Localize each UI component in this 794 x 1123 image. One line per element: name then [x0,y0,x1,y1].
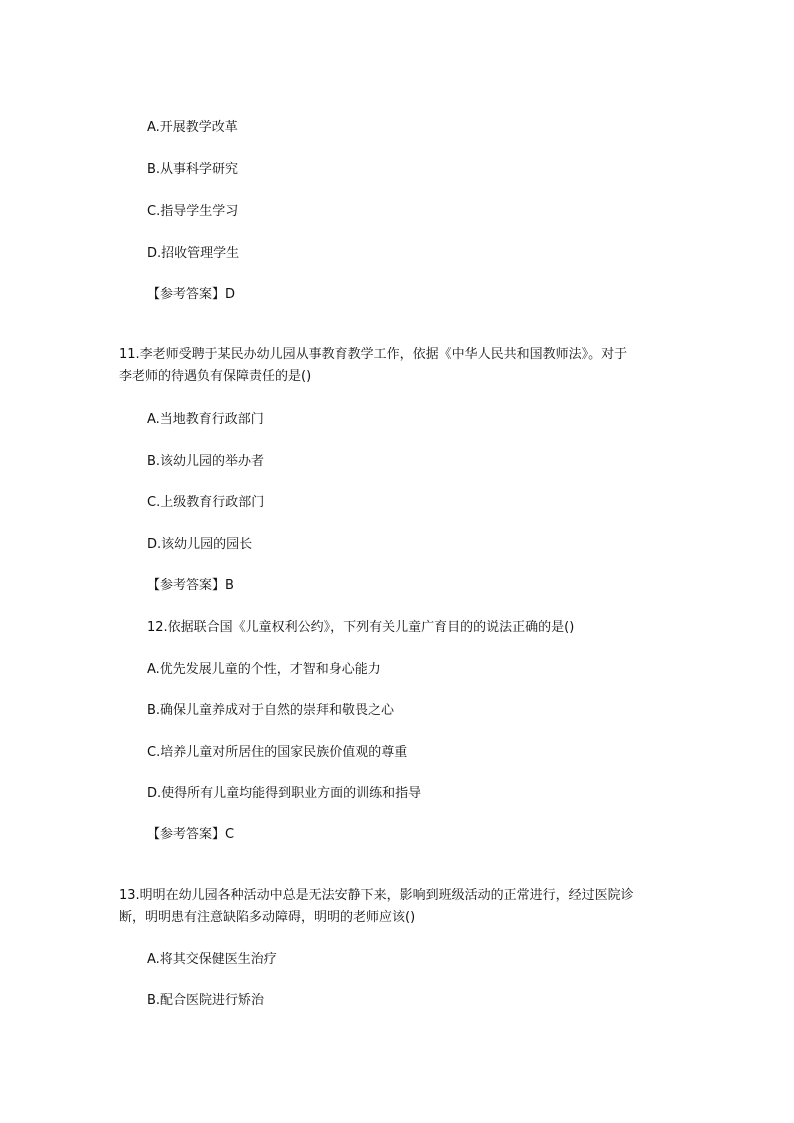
question-11-line-1: 11.李老师受聘于某民办幼儿园从事教育教学工作，依据《中华人民共和国教师法》。对于 [119,347,628,362]
option-d: D.该幼儿园的园长 [147,537,253,552]
option-b: B.该幼儿园的举办者 [147,454,265,469]
option-c: C.指导学生学习 [147,204,239,219]
option-c: C.培养儿童对所居住的国家民族价值观的尊重 [147,745,408,760]
option-c: C.上级教育行政部门 [147,495,265,510]
option-b: B.从事科学研究 [147,162,239,177]
option-a: A.将其交保健医生治疗 [147,952,277,967]
answer: 【参考答案】D [147,287,236,302]
question-12-line-1: 12.依据联合国《儿童权利公约》，下列有关儿童广育目的的说法正确的是() [147,620,575,635]
answer: 【参考答案】B [147,578,234,593]
option-a: A.开展教学改革 [147,120,238,135]
option-d: D.使得所有儿童均能得到职业方面的训练和指导 [147,786,422,801]
option-a: A.当地教育行政部门 [147,412,264,427]
option-a: A.优先发展儿童的个性，才智和身心能力 [147,662,381,677]
option-b: B.确保儿童养成对于自然的崇拜和敬畏之心 [147,703,395,718]
answer: 【参考答案】C [147,827,235,842]
question-13-line-2: 断，明明患有注意缺陷多动障碍，明明的老师应该() [119,910,416,925]
option-d: D.招收管理学生 [147,246,240,261]
question-13-line-1: 13.明明在幼儿园各种活动中总是无法安静下来，影响到班级活动的正常进行，经过医院诊 [119,888,634,903]
option-b: B.配合医院进行矫治 [147,993,265,1008]
question-11-line-2: 李老师的待遇负有保障责任的是() [119,369,312,384]
